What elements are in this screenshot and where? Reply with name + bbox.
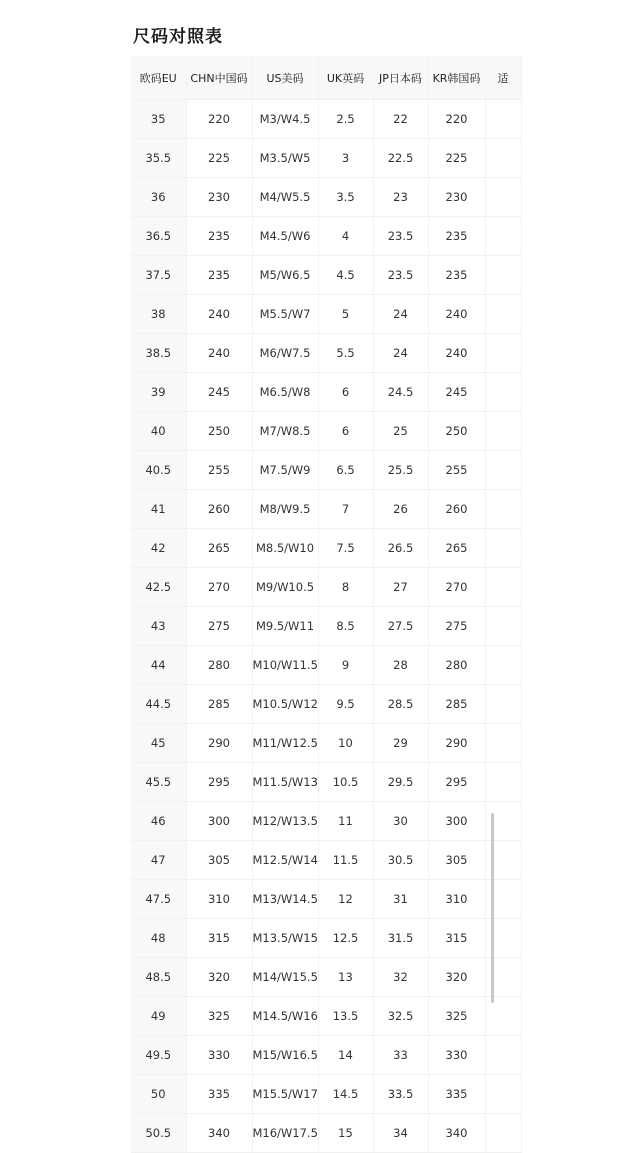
cell-jp: 32.5 <box>373 997 428 1036</box>
cell-chn: 250 <box>186 412 252 451</box>
cell-kr: 275 <box>428 607 485 646</box>
table-header-row <box>131 56 521 100</box>
table-row <box>131 412 521 451</box>
cell-kr: 270 <box>428 568 485 607</box>
table-row <box>131 256 521 295</box>
cell-eu: 43 <box>131 607 186 646</box>
cell-partial <box>485 529 521 568</box>
cell-partial <box>485 139 521 178</box>
cell-uk: 6.5 <box>318 451 373 490</box>
vertical-scrollbar[interactable] <box>491 813 494 1003</box>
cell-chn: 270 <box>186 568 252 607</box>
cell-eu: 42.5 <box>131 568 186 607</box>
cell-eu: 47.5 <box>131 880 186 919</box>
cell-chn: 235 <box>186 217 252 256</box>
cell-eu: 48.5 <box>131 958 186 997</box>
cell-jp: 25 <box>373 412 428 451</box>
cell-kr: 250 <box>428 412 485 451</box>
cell-eu: 48 <box>131 919 186 958</box>
table-row <box>131 568 521 607</box>
cell-us: M15/W16.5 <box>252 1036 318 1075</box>
cell-eu: 46 <box>131 802 186 841</box>
header-partial: 适 <box>485 56 521 100</box>
cell-chn: 300 <box>186 802 252 841</box>
cell-kr: 235 <box>428 256 485 295</box>
cell-eu: 42 <box>131 529 186 568</box>
cell-kr: 300 <box>428 802 485 841</box>
page-title: 尺码对照表 <box>133 27 223 47</box>
cell-partial <box>485 451 521 490</box>
cell-chn: 265 <box>186 529 252 568</box>
cell-partial <box>485 100 521 139</box>
cell-kr: 280 <box>428 646 485 685</box>
cell-partial <box>485 1075 521 1114</box>
cell-eu: 37.5 <box>131 256 186 295</box>
cell-uk: 12.5 <box>318 919 373 958</box>
table-row <box>131 646 521 685</box>
cell-jp: 22.5 <box>373 139 428 178</box>
cell-jp: 33 <box>373 1036 428 1075</box>
cell-eu: 36 <box>131 178 186 217</box>
cell-uk: 8.5 <box>318 607 373 646</box>
header-eu: 欧码EU <box>131 56 186 100</box>
cell-partial <box>485 217 521 256</box>
cell-us: M13.5/W15 <box>252 919 318 958</box>
table-row <box>131 880 521 919</box>
cell-kr: 260 <box>428 490 485 529</box>
cell-us: M4.5/W6 <box>252 217 318 256</box>
cell-us: M12/W13.5 <box>252 802 318 841</box>
table-row <box>131 217 521 256</box>
cell-eu: 47 <box>131 841 186 880</box>
cell-eu: 35.5 <box>131 139 186 178</box>
cell-eu: 40 <box>131 412 186 451</box>
table-row <box>131 1036 521 1075</box>
cell-uk: 6 <box>318 373 373 412</box>
cell-uk: 2.5 <box>318 100 373 139</box>
cell-jp: 31.5 <box>373 919 428 958</box>
cell-partial <box>485 1114 521 1153</box>
cell-chn: 240 <box>186 295 252 334</box>
cell-us: M6.5/W8 <box>252 373 318 412</box>
cell-kr: 245 <box>428 373 485 412</box>
cell-jp: 34 <box>373 1114 428 1153</box>
size-table <box>131 56 522 1153</box>
cell-jp: 29.5 <box>373 763 428 802</box>
cell-uk: 11.5 <box>318 841 373 880</box>
cell-kr: 295 <box>428 763 485 802</box>
cell-partial <box>485 724 521 763</box>
cell-kr: 240 <box>428 295 485 334</box>
cell-uk: 6 <box>318 412 373 451</box>
cell-chn: 275 <box>186 607 252 646</box>
cell-us: M4/W5.5 <box>252 178 318 217</box>
cell-eu: 49 <box>131 997 186 1036</box>
table-row <box>131 841 521 880</box>
cell-chn: 240 <box>186 334 252 373</box>
cell-us: M11/W12.5 <box>252 724 318 763</box>
cell-us: M14.5/W16 <box>252 997 318 1036</box>
cell-uk: 7.5 <box>318 529 373 568</box>
table-row <box>131 997 521 1036</box>
cell-kr: 230 <box>428 178 485 217</box>
cell-chn: 340 <box>186 1114 252 1153</box>
cell-kr: 235 <box>428 217 485 256</box>
cell-eu: 40.5 <box>131 451 186 490</box>
cell-uk: 10 <box>318 724 373 763</box>
cell-chn: 330 <box>186 1036 252 1075</box>
cell-jp: 28 <box>373 646 428 685</box>
cell-chn: 255 <box>186 451 252 490</box>
table-row <box>131 334 521 373</box>
cell-us: M16/W17.5 <box>252 1114 318 1153</box>
cell-uk: 10.5 <box>318 763 373 802</box>
cell-jp: 26 <box>373 490 428 529</box>
cell-chn: 280 <box>186 646 252 685</box>
cell-eu: 36.5 <box>131 217 186 256</box>
size-table-scroll-container[interactable] <box>131 56 509 1140</box>
cell-chn: 315 <box>186 919 252 958</box>
cell-jp: 23 <box>373 178 428 217</box>
cell-us: M3.5/W5 <box>252 139 318 178</box>
cell-jp: 27.5 <box>373 607 428 646</box>
cell-partial <box>485 295 521 334</box>
cell-eu: 50 <box>131 1075 186 1114</box>
cell-chn: 310 <box>186 880 252 919</box>
cell-uk: 3 <box>318 139 373 178</box>
cell-us: M7/W8.5 <box>252 412 318 451</box>
cell-us: M14/W15.5 <box>252 958 318 997</box>
header-us: US美码 <box>252 56 318 100</box>
table-row <box>131 958 521 997</box>
cell-partial <box>485 607 521 646</box>
cell-chn: 260 <box>186 490 252 529</box>
cell-us: M8/W9.5 <box>252 490 318 529</box>
table-row <box>131 178 521 217</box>
cell-us: M9/W10.5 <box>252 568 318 607</box>
table-row <box>131 724 521 763</box>
header-uk: UK英码 <box>318 56 373 100</box>
cell-uk: 5 <box>318 295 373 334</box>
cell-kr: 340 <box>428 1114 485 1153</box>
cell-kr: 265 <box>428 529 485 568</box>
cell-eu: 39 <box>131 373 186 412</box>
cell-kr: 255 <box>428 451 485 490</box>
cell-jp: 29 <box>373 724 428 763</box>
cell-jp: 22 <box>373 100 428 139</box>
cell-us: M10.5/W12 <box>252 685 318 724</box>
cell-us: M8.5/W10 <box>252 529 318 568</box>
cell-us: M3/W4.5 <box>252 100 318 139</box>
cell-us: M9.5/W11 <box>252 607 318 646</box>
cell-uk: 12 <box>318 880 373 919</box>
table-row <box>131 685 521 724</box>
cell-eu: 50.5 <box>131 1114 186 1153</box>
cell-us: M6/W7.5 <box>252 334 318 373</box>
cell-jp: 31 <box>373 880 428 919</box>
cell-jp: 23.5 <box>373 217 428 256</box>
table-row <box>131 1114 521 1153</box>
cell-partial <box>485 373 521 412</box>
cell-eu: 38 <box>131 295 186 334</box>
cell-eu: 45 <box>131 724 186 763</box>
cell-uk: 14.5 <box>318 1075 373 1114</box>
cell-kr: 220 <box>428 100 485 139</box>
cell-partial <box>485 568 521 607</box>
cell-uk: 9 <box>318 646 373 685</box>
cell-uk: 8 <box>318 568 373 607</box>
cell-chn: 305 <box>186 841 252 880</box>
cell-chn: 295 <box>186 763 252 802</box>
cell-eu: 49.5 <box>131 1036 186 1075</box>
table-row <box>131 451 521 490</box>
cell-chn: 320 <box>186 958 252 997</box>
table-row <box>131 295 521 334</box>
cell-uk: 14 <box>318 1036 373 1075</box>
cell-partial <box>485 685 521 724</box>
cell-jp: 26.5 <box>373 529 428 568</box>
cell-kr: 285 <box>428 685 485 724</box>
cell-partial <box>485 1036 521 1075</box>
cell-us: M11.5/W13 <box>252 763 318 802</box>
table-row <box>131 490 521 529</box>
table-row <box>131 529 521 568</box>
cell-partial <box>485 256 521 295</box>
cell-eu: 45.5 <box>131 763 186 802</box>
cell-partial <box>485 490 521 529</box>
cell-chn: 230 <box>186 178 252 217</box>
cell-eu: 44.5 <box>131 685 186 724</box>
cell-partial <box>485 412 521 451</box>
cell-kr: 225 <box>428 139 485 178</box>
cell-kr: 325 <box>428 997 485 1036</box>
cell-uk: 11 <box>318 802 373 841</box>
cell-jp: 28.5 <box>373 685 428 724</box>
table-row <box>131 139 521 178</box>
table-row <box>131 607 521 646</box>
cell-jp: 25.5 <box>373 451 428 490</box>
header-chn: CHN中国码 <box>186 56 252 100</box>
cell-jp: 24 <box>373 334 428 373</box>
cell-kr: 335 <box>428 1075 485 1114</box>
cell-us: M15.5/W17 <box>252 1075 318 1114</box>
cell-chn: 325 <box>186 997 252 1036</box>
cell-us: M5/W6.5 <box>252 256 318 295</box>
cell-uk: 7 <box>318 490 373 529</box>
header-jp: JP日本码 <box>373 56 428 100</box>
cell-uk: 5.5 <box>318 334 373 373</box>
cell-chn: 285 <box>186 685 252 724</box>
table-row <box>131 100 521 139</box>
table-row <box>131 1075 521 1114</box>
cell-uk: 13 <box>318 958 373 997</box>
cell-partial <box>485 646 521 685</box>
cell-jp: 30.5 <box>373 841 428 880</box>
header-kr: KR韩国码 <box>428 56 485 100</box>
table-row <box>131 802 521 841</box>
cell-partial <box>485 334 521 373</box>
cell-eu: 44 <box>131 646 186 685</box>
cell-jp: 24 <box>373 295 428 334</box>
cell-kr: 305 <box>428 841 485 880</box>
cell-us: M10/W11.5 <box>252 646 318 685</box>
cell-kr: 315 <box>428 919 485 958</box>
cell-jp: 27 <box>373 568 428 607</box>
cell-kr: 290 <box>428 724 485 763</box>
cell-chn: 225 <box>186 139 252 178</box>
cell-chn: 220 <box>186 100 252 139</box>
cell-uk: 4 <box>318 217 373 256</box>
cell-jp: 24.5 <box>373 373 428 412</box>
cell-uk: 4.5 <box>318 256 373 295</box>
cell-eu: 38.5 <box>131 334 186 373</box>
table-body <box>131 100 521 1153</box>
table-row <box>131 919 521 958</box>
cell-partial <box>485 763 521 802</box>
table-row <box>131 763 521 802</box>
cell-eu: 35 <box>131 100 186 139</box>
cell-jp: 23.5 <box>373 256 428 295</box>
cell-chn: 235 <box>186 256 252 295</box>
cell-chn: 245 <box>186 373 252 412</box>
cell-us: M7.5/W9 <box>252 451 318 490</box>
cell-uk: 13.5 <box>318 997 373 1036</box>
cell-jp: 30 <box>373 802 428 841</box>
cell-chn: 290 <box>186 724 252 763</box>
cell-uk: 15 <box>318 1114 373 1153</box>
cell-kr: 240 <box>428 334 485 373</box>
cell-jp: 33.5 <box>373 1075 428 1114</box>
cell-us: M5.5/W7 <box>252 295 318 334</box>
cell-kr: 330 <box>428 1036 485 1075</box>
cell-uk: 9.5 <box>318 685 373 724</box>
cell-chn: 335 <box>186 1075 252 1114</box>
cell-kr: 310 <box>428 880 485 919</box>
cell-us: M13/W14.5 <box>252 880 318 919</box>
cell-jp: 32 <box>373 958 428 997</box>
cell-partial <box>485 178 521 217</box>
cell-us: M12.5/W14 <box>252 841 318 880</box>
cell-uk: 3.5 <box>318 178 373 217</box>
cell-eu: 41 <box>131 490 186 529</box>
table-row <box>131 373 521 412</box>
cell-kr: 320 <box>428 958 485 997</box>
